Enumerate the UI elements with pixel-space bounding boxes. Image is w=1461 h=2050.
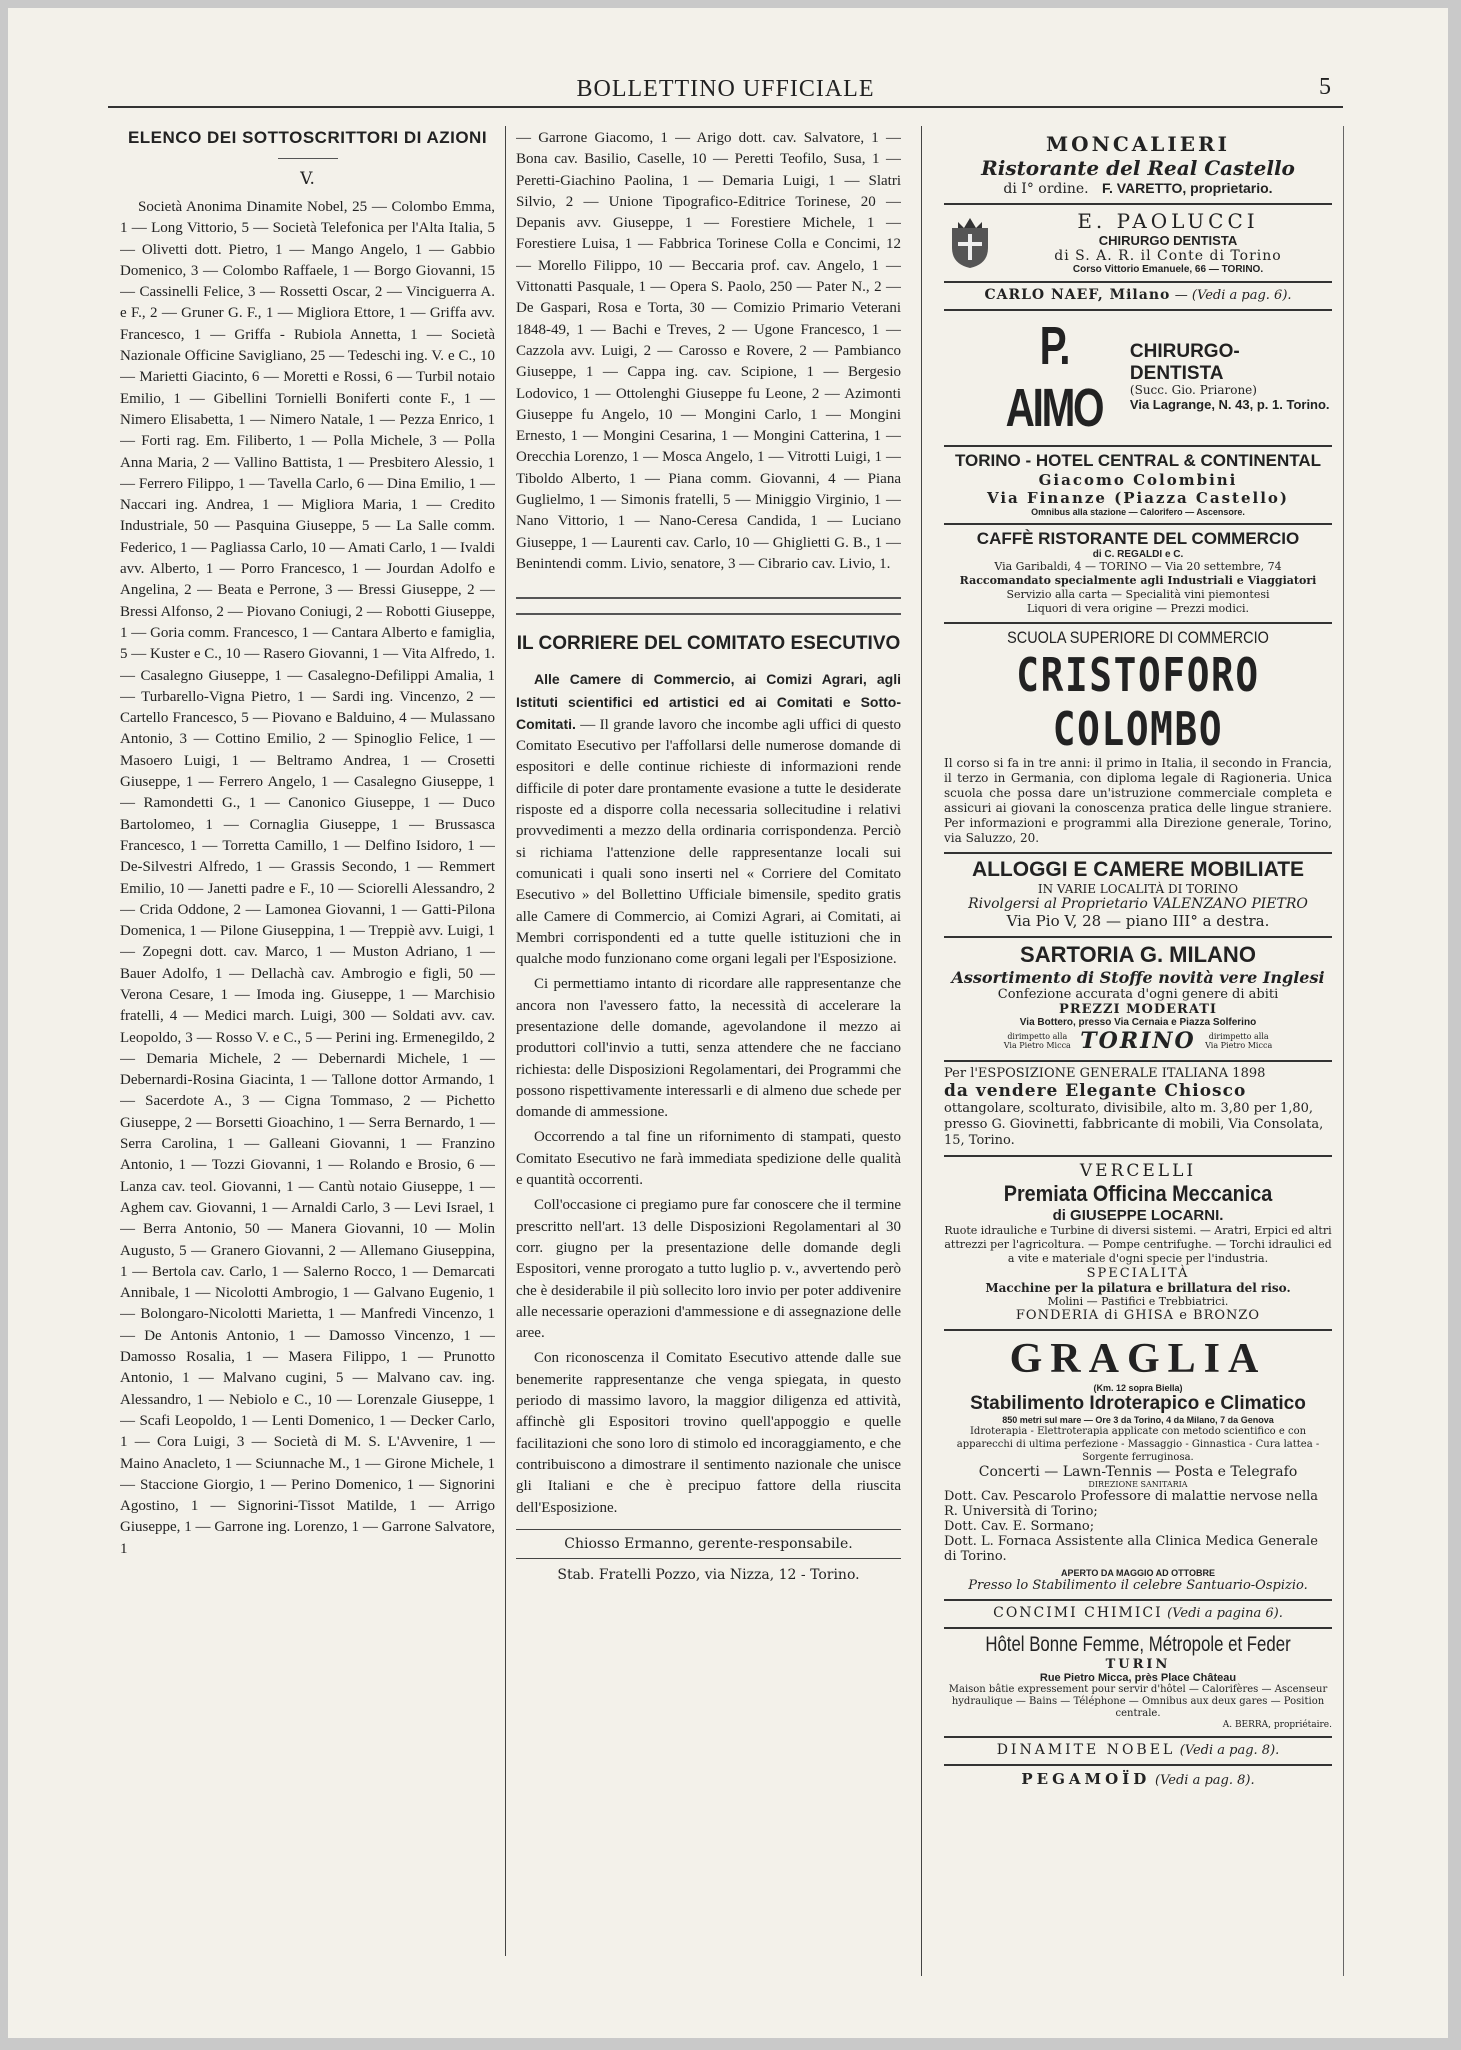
ad-line: Confezione accurata d'ogni genere di abiti [997,987,1279,1002]
ad-line: Servizio alla carta — Specialità vini piemontesi [1006,588,1270,601]
ornamental-divider [516,597,901,615]
ad-owner: A. BERRA, propriétaire. [1222,1720,1332,1730]
ad-line: Dott. Cav. Pescarolo Professore di malattie nervose nella R. Università di Torino; [944,1489,1319,1519]
ad-line: DIREZIONE SANITARIA [1088,1480,1188,1489]
ad-bonne-femme [944,1629,1332,1738]
ad-chiosco [944,1062,1332,1157]
ad-title: CONCIMI CHIMICI [993,1605,1163,1621]
ad-line: (Succ. Gio. Priarone) [1129,383,1257,398]
ad-line: Liquori di vera origine — Prezzi modici. [1026,602,1250,615]
ad-concimi [944,1601,1332,1629]
ad-address: Via Pio V, 28 — piano III° a destra. [1006,912,1270,930]
ad-title: CRISTOFORO COLOMBO [1016,648,1260,756]
ad-line: Macchine per la pilatura e brillatura del riso. [985,1281,1291,1295]
column-divider [921,126,922,1976]
ad-city: TURIN [1105,1657,1171,1672]
ad-city: VERCELLI [1079,1161,1197,1181]
article-paragraph: Con riconoscenza il Comitato Esecutivo attende dalle sue benemerite rappresentanze che venga spiegata, in questo periodo di massimo lavoro, la maggior diligenza ed attività, affinchè gli Espositori trovino quell'appoggio e quelle facilitazioni che sono loro di stimolo ed incoraggiamento, e che contribuiscono a dimostrare il sentimento nazionale che unisce gli Italiani e che è precipuo fattore della riuscita dell'Esposizione. [516,1350,901,1516]
ad-sartoria [944,938,1332,1062]
ad-scuola [944,624,1332,854]
article-text: — Il grande lavoro che incombe agli uffici di questo Comitato Esecutivo per l'affollarsi delle numerose domande di espositori e delle continue richieste di informazioni rende difficile di poter dare prontamente evasione a tutte le desiderate risposte ed a disporre colla necessaria sollecitudine i relativi provvedimenti a mezzo della ordinaria corrispondenza. Perciò si richiama l'attenzione delle rappresentanze locali sui comunicati i quali sono inserti nel « Corriere del Comitato Esecutivo » del Bollettino Ufficiale bimensile, spedito gratis alle Camere di Commercio, ai Comizi Agrari, ai Comitati, ai Membri corrispondenti ed a tutte quelle istituzioni che in qualche modo funzionano come organi legali per l'Esposizione. [516,716,901,968]
ad-owner: Giacomo Colombini [1038,471,1238,489]
ad-line: SCUOLA SUPERIORE DI COMMERCIO [1007,628,1269,647]
article-paragraph: Coll'occasione ci pregiamo pure far conoscere che il termine prescritto nell'art. 13 delle Disposizioni Regolamentari al 30 corr. giugno per la presentazione delle domande degli Espositori, venne prorogato a tutto luglio p. v., avvertendo però che è desiderabile il più sollecito loro invio per poter addivenire alle necessarie operazioni d'ammessione e di assegnazione delle aree. [516,1197,901,1342]
page-title: BOLLETTINO UFFICIALE [576,76,875,102]
ad-line: CHIRURGO DENTISTA [1098,233,1238,248]
ad-paolucci [944,205,1332,283]
ad-line: CHIRURGO-DENTISTA [1129,340,1240,384]
printer-line: Stab. Fratelli Pozzo, via Nizza, 12 - Torino. [557,1566,860,1583]
ad-text: Ruote idrauliche e Turbine di diversi sistemi. — Aratri, Erpici ed altri attrezzi per l'agricoltura. — Pompe centrifughe. — Torchi idraulici ed a vite e materiale d'ogni specie per l'industria. [944,1224,1332,1265]
ad-text: Maison bâtie expressement pour servir d'hôtel — Calorifères — Ascenseur hydraulique — Bains — Téléphone — Omnibus aux deux gares — Position centrale. [948,1684,1328,1719]
ad-graglia [944,1331,1332,1601]
ad-line: Raccomandato specialmente agli Industriali e Viaggiatori [959,574,1317,587]
ad-vercelli [944,1157,1332,1331]
signature: Chiosso Ermanno, gerente-responsabile. [516,1529,901,1559]
ad-line: Assortimento di Stoffe novità vere Inglesi [951,968,1325,987]
ad-line: SPECIALITÀ [1086,1266,1190,1281]
column-divider [1343,126,1344,1976]
subscribers-list-continued: — Garrone Giacomo, 1 — Arigo dott. cav. Salvatore, 1 — Bona cav. Basilio, Caselle, 10 — Peretti Teofilo, Susa, 1 — Peretti-Giachino Paolina, 1 — Demaria Luigi, 1 — Slatri Silvio, 2 — Unione Tipografico-Editrice Torinese, 20 — Depanis avv. Giuseppe, 1 — Forestiere Michele, 1 — Forestiere Luisa, 1 — Fabbrica Torinese Colla e Concimi, 12 — Morello Filippo, 10 — Beccaria prof. cav. Angelo, 1 — Vittonatti Pasquale, 1 — Opera S. Paolo, 250 — Pater N., 2 — De Gaspari, Rosa e Torta, 30 — Comizio Primario Veterani 1848-49, 1 — Bachi e Treves, 2 — Ugone Francesco, 1 — Cazzola avv. Luigi, 2 — Carosso e Rovere, 2 — Pambianco Giuseppe, 1 — Cappa ing. cav. Scipione, 1 — Bergesio Lodovico, 1 — Ottolenghi Giuseppe fu Leone, 2 — Azimonti Giuseppe fu Angelo, 10 — Mongini Carlo, 1 — Mongini Ernesto, 1 — Mongini Cesarina, 1 — Mongini Catterina, 1 — Orecchia Lorenzo, 1 — Mosca Angelo, 1 — Vitrotti Luigi, 1 — Tiboldo Alberto, 1 — Piana comm. Giovanni, 4 — Piana Guglielmo, 1 — Simonis fratelli, 5 — Miniggio Virginio, 1 — Nano Vittorio, 1 — Nano-Ceresa Candida, 1 — Luciano Giuseppe, 1 — Laurenti cav. Carlo, 10 — Ghiglietti G. B., 1 — Benintendi comm. Livio, senatore, 3 — Cibrario cav. Livio, 1. [516,130,901,572]
ad-address: Via Lagrange, N. 43, p. 1. Torino. [1129,397,1330,413]
ad-title: CARLO NAEF, Milano [984,287,1171,303]
column-advertisements [944,128,1332,2038]
ad-line: Molini — Pastifici e Trebbiatrici. [1047,1295,1229,1308]
ad-line: Via Garibaldi, 4 — TORINO — Via 20 settembre, 74 [994,560,1282,573]
ad-address: Rue Pietro Micca, près Place Château [1039,1672,1237,1684]
ad-title: TORINO - HOTEL CENTRAL & CONTINENTAL [954,451,1322,470]
ad-line: Dott. Cav. E. Sormano; [944,1519,1095,1534]
subscribers-heading: ELENCO DEI SOTTOSCRITTORI DI AZIONI [127,128,488,147]
ad-title: Premiata Officina Meccanica [1003,1181,1273,1206]
ad-alloggi [944,854,1332,938]
ad-line: Omnibus alla stazione — Calorifero — Ascensore. [1031,507,1245,517]
ad-address: Via Finanze (Piazza Castello) [986,489,1290,507]
ad-naef [944,283,1332,311]
ad-line: IN VARIE LOCALITÀ DI TORINO [1037,882,1239,896]
ad-line: FONDERIA di GHISA e BRONZO [1015,1308,1261,1323]
ad-address: Via Bottero, presso Via Cernaia e Piazza Solferino [1019,1017,1257,1028]
ad-line: di I° ordine. [1003,181,1089,197]
ad-address: Corso Vittorio Emanuele, 66 — TORINO. [1072,264,1264,275]
ad-title: GRAGLIA [1009,1336,1267,1382]
subscribers-list: Società Anonima Dinamite Nobel, 25 — Colombo Emma, 1 — Long Vittorio, 5 — Società Telefonica per l'Alta Italia, 5 — Olivetti dott. Pietro, 1 — Mango Angelo, 1 — Gabbio Domenico, 3 — Colombo Raffaele, 1 — Borgo Giovanni, 15 — Cassinelli Felice, 3 — Rossetti Oscar, 2 — Vinciguerra A. e F., 2 — Gruner G. F., 1 — Migliora Ettore, 1 — Griffa avv. Francesco, 1 — Griffa - Rubiola Annetta, 1 — Società Nazionale Officine Savigliano, 25 — Tedeschi ing. V. e C., 10 — Marietti Giacinto, 6 — Moretti e Rossi, 6 — Turbil notaio Emilio, 1 — Gibellini Tornielli Boniferti conte F., 1 — Nimero Elisabetta, 1 — Nimero Natale, 1 — Pezza Enrico, 1 — Forti rag. Em. Filiberto, 1 — Polla Michele, 3 — Polla Anna Maria, 2 — Vallino Battista, 1 — Presbitero Alessio, 1 — Ferrero Filippo, 1 — Tavella Carlo, 6 — Dina Emilio, 1 — Naccari ing. Andrea, 1 — Migliora Maria, 1 — Credito Industriale, 50 — Pasquina Giuseppe, 5 — La Salle comm. Federico, 1 — Pagliassa Carlo, 10 — Amati Carlo, 1 — Ivaldi avv. Alberto, 1 — Porro Francesco, 1 — Jourdan Adolfo e Angelina, 2 — Beata e Perrone, 3 — Bressi Giuseppe, 2 — Bressi Alfonso, 2 — Piovano Coniugi, 2 — Robotti Giuseppe, 1 — Goria comm. Francesco, 1 — Cantara Alberto e famiglia, 5 — Kuster e C., 10 — Rasero Giovanni, 1 — Vita Alfredo, 1. — Casalegno Giuseppe, 1 — Casalegno-Defilippi Amalia, 1 — Turbarello-Vigna Pietro, 1 — Sardi ing. Vincenzo, 2 — Cartello Francesco, 5 — Piovano e Balduino, 4 — Mulassano Antonio, 3 — Cottino Emilio, 2 — Spinoglio Felice, 1 — Masoero Luigi, 1 — Beltramo Andrea, 1 — Crosetti Giuseppe, 1 — Ferrero Angelo, 1 — Casalegno Giuseppe, 1 — Ramondetti G., 1 — Canonico Giuseppe, 1 — Duco Bartolomeo, 1 — Cornaglia Giuseppe, 1 — Brussasca Francesco, 1 — Torretta Camillo, 1 — Delfino Isidoro, 1 — De-Silvestri Alfredo, 1 — Grassis Secondo, 1 — Remmert Emilio, 10 — Janetti padre e F., 10 — Sciorelli Alessandro, 2 — Crida Oddone, 2 — Lamonea Giovanni, 1 — Gatti-Pilona Domenica, 1 — Pilone Giuseppina, 1 — Treppiè avv. Luigi, 1 — Zopegni dott. cav. Marco, 1 — Muston Adriano, 1 — Bauer Adolfo, 1 — Dellachà cav. Ambrogio e figli, 50 — Verona Cesare, 1 — Imoda ing. Giuseppe, 1 — Marchisio fratelli, 4 — Medici march. Luigi, 300 — Soldati avv. cav. Leopoldo, 3 — Rosso V. e C., 5 — Perini ing. Ermenegildo, 2 — Demaria Michele, 2 — Debernardi Michele, 1 — Debernardi-Rosina Giacinta, 1 — Tallone dottor Armando, 1 — Sacerdote A., 3 — Cigna Tommaso, 2 — Pichetto Giuseppe, 2 — Borsetti Gioachino, 1 — Serra Bernardo, 1 — Serra Carolina, 1 — Galleani Giovanni, 1 — Franzino Antonio, 1 — Tozzi Giovanni, 1 — Rolando e Brosio, 6 — Lanza cav. teol. Giovanni, 1 — Cantù notaio Giuseppe, 1 — Aghem cav. Giovanni, 1 — Arnaldi Carlo, 3 — Levi Israel, 1 — Berra Antonio, 50 — Manera Giovanni, 10 — Molin Augusto, 5 — Granero Giovanni, 2 — Allemano Giuseppina, 1 — Bertola cav. Carlo, 1 — Salerno Rocco, 1 — Demarcati Annibale, 1 — Nicolotti Ambrogio, 1 — Galvano Eugenio, 1 — Bolongaro-Nicolotti Marietta, 1 — Manfredi Vincenzo, 1 — De Antonis Antonio, 1 — Damosso Vincenzo, 1 — Damosso Rosalia, 1 — Masera Filippo, 1 — Prunotto Antonio, 1 — Malvano cugini, 5 — Malvano cav. ing. Alessandro, 1 — Nebiolo e C., 10 — Lorenzale Giuseppe, 1 — Scafi Leopoldo, 1 — Lenti Domenico, 1 — Decker Carlo, 1 — Cora Luigi, 3 — Società di M. S. L'Avvenire, 1 — Maino Anacleto, 1 — Sciunnache M., 1 — Girone Michele, 1 — Staccione Giorgio, 1 — Perino Domenico, 1 — Signorini Agostino, 1 — Signorini-Tissot Matilde, 1 — Arrigo Giuseppe, 1 — Garrone ing. Lorenzo, 1 — Garrone Salvatore, 1 [120,199,495,1557]
ad-line: Dott. L. Fornaca Assistente alla Clinica Medica Generale di Torino. [944,1534,1318,1564]
ad-hotel-central [944,447,1332,525]
ad-line: (Km. 12 sopra Biella) [1093,1383,1183,1393]
ad-line: 850 metri sul mare — Ore 3 da Torino, 4 da Milano, 7 da Genova [1002,1415,1274,1425]
ad-text: Il corso si fa in tre anni: il primo in Italia, il secondo in Francia, il terzo in Germania, con diploma legale di Ragioneria. Unica scuola che possa dare un'istruzione commerciale completa e assicuri ai giovani la conoscenza pratica delle lingue straniere. Per informazioni e programmi alla Direzione generale, Torino, via Saluzzo, 20. [944,756,1332,845]
ad-title: Hôtel Bonne Femme, Métropole et Feder [985,1633,1291,1656]
ad-ref: (Vedi a pag. 8). [1179,1743,1280,1758]
ad-title: E. PAOLUCCI [1077,209,1259,233]
ad-title: PEGAMOÏD [1021,1770,1151,1788]
ad-line: APERTO DA MAGGIO AD OTTOBRE [1060,1568,1215,1578]
ad-ref: — (Vedi a pag. 6). [1174,288,1292,303]
committee-heading: IL CORRIERE DEL COMITATO ESECUTIVO [516,633,901,655]
ad-line: Concerti — Lawn-Tennis — Posta e Telegrafo [978,1464,1298,1480]
ad-title: SARTORIA G. MILANO [1020,942,1256,967]
divider [278,158,338,159]
ad-line: Stabilimento Idroterapico e Climatico [970,1393,1306,1414]
ad-title: DINAMITE NOBEL [996,1742,1176,1758]
crest-icon [944,214,996,270]
ad-title: da vendere Elegante Chiosco [944,1081,1247,1101]
ad-aimo [944,311,1332,447]
page-number: 5 [1319,74,1331,100]
ad-city: MONCALIERI [1046,132,1230,156]
ad-ref: (Vedi a pag. 8). [1155,1773,1255,1788]
ad-line: Presso lo Stabilimento il celebre Santuario-Ospizio. [968,1578,1308,1593]
ad-line: dirimpetto alla Via Pietro Micca [1003,1032,1071,1050]
article-paragraph [516,669,901,970]
article-paragraph: Occorrendo a tal fine un rifornimento di stampati, questo Comitato Esecutivo ne farà immediata spedizione delle qualità e quantità occorrenti. [516,1129,901,1189]
ad-owner: di C. REGALDI e C. [1092,549,1184,560]
ad-owner: di GIUSEPPE LOCARNI. [1052,1207,1224,1224]
ad-line: Per l'ESPOSIZIONE GENERALE ITALIANA 1898 [944,1066,1266,1081]
ad-owner: F. VARETTO, proprietario. [1101,180,1273,196]
ad-ref: (Vedi a pagina 6). [1167,1606,1283,1621]
ad-moncalieri [944,128,1332,205]
page-header [108,72,1343,108]
ad-text: Idroterapia - Elettroterapia applicate con metodo scientifico e con apparecchi di ultima perfezione - Massaggio - Ginnastica - Cura lattea - Sorgente ferruginosa. [956,1426,1320,1463]
ad-title: ALLOGGI E CAMERE MOBILIATE [971,858,1305,881]
ad-line: Rivolgersi al Proprietario VALENZANO PIETRO [968,896,1308,912]
ad-dinamite [944,1738,1332,1766]
newspaper-page [8,8,1448,2038]
article-lead: Alle Camere di Commercio, ai Comizi Agrari, agli Istituti scientifici ed artistici ed ai Comitati e Sotto-Comitati. [516,671,901,732]
column-committee [516,128,901,2008]
article-paragraph: Ci permettiamo intanto di ricordare alle rappresentanze che ancora non l'avessero fatto, la necessità di accelerare la presentazione delle domande, agevolandone il mezzo ai produttori coll'invio a tutti, senza attendere che ne facciano richiesta: delle Disposizioni Regolamentari, dei Programmi che possono rispettivamente interessarli e di almeno due schede per domande di ammessione. [516,976,901,1121]
ad-line: dirimpetto alla Via Pietro Micca [1205,1032,1273,1050]
section-number: V. [300,169,315,189]
column-subscribers [120,128,495,1968]
ad-text: ottangolare, scolturato, divisibile, alto m. 3,80 per 1,80, presso G. Giovinetti, fabbricante di mobili, Via Consolata, 15, Torino. [944,1101,1324,1148]
ad-pegamoid [944,1766,1332,1794]
ad-caffe [944,525,1332,624]
ad-title: CAFFÈ RISTORANTE DEL COMMERCIO [976,529,1300,548]
ad-line: PREZZI MODERATI [1059,1002,1217,1017]
ad-title: P. AIMO [1005,316,1103,438]
column-divider [505,126,506,1956]
ad-line: di S. A. R. il Conte di Torino [1054,248,1282,264]
ad-city: TORINO [1080,1028,1196,1054]
ad-title: Ristorante del Real Castello [981,156,1295,180]
